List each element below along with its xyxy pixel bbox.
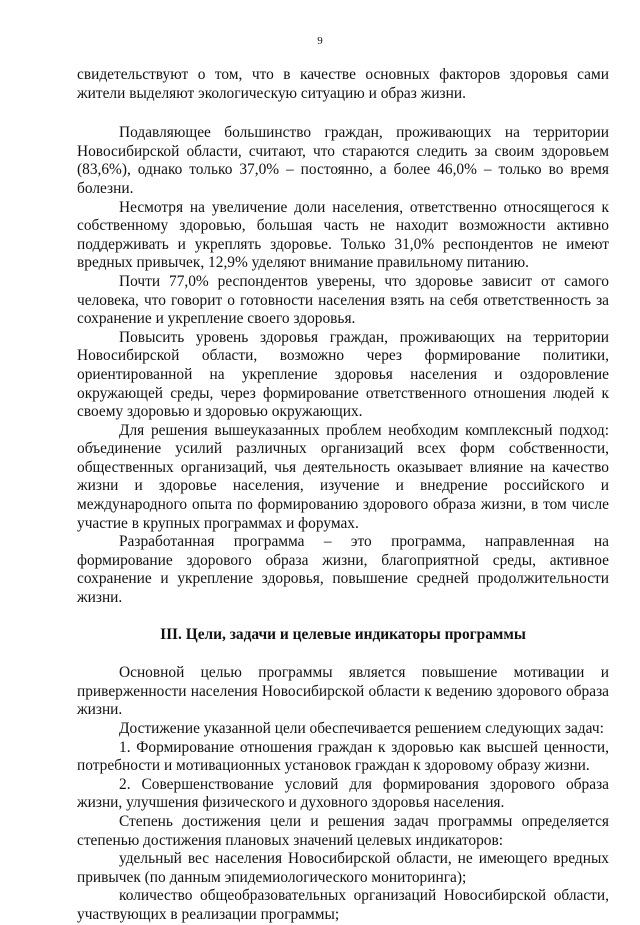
section-heading: III. Цели, задачи и целевые индикаторы программы: [160, 625, 526, 643]
indicator-item: количество общеобразовательных организаций Новосибирской области, участвующих в реализации программы;: [77, 887, 609, 923]
paragraph: Подавляющее большинство граждан, проживающих на территории Новосибирской области, считают, что стараются следить за своим здоровьем (83,6%), однако только 37,0% – постоянно, а более 46,0% – только во время болезни.: [77, 124, 609, 197]
paragraph: Достижение указанной цели обеспечивается решением следующих задач:: [119, 720, 604, 737]
paragraph: Разработанная программа – это программа, направленная на формирование здорового образа жизни, благоприятной среды, активное сохранение и укрепление здоровья, повышение средней продолжительности жизни.: [77, 533, 609, 607]
paragraph: Почти 77,0% респондентов уверены, что здоровье зависит от самого человека, что говорит о готовности населения взять на себя ответственность за сохранение и укрепление своего здоровья.: [77, 272, 609, 328]
indicator-item: удельный вес населения Новосибирской области, не имеющего вредных привычек (по данным эпидемиологического мониторинга);: [77, 850, 609, 886]
paragraph: Повысить уровень здоровья граждан, проживающих на территории Новосибирской области, возможно через формирование политики, ориентированной на укрепление здоровья населения и оздоровление окружающей среды, через формирование ответственного отношения людей к своему здоровью и здоровью окружающих.: [77, 328, 609, 421]
paragraph-continuation: свидетельствуют о том, что в качестве основных факторов здоровья сами жители выделяют экологическую ситуацию и образ жизни.: [77, 66, 609, 102]
paragraph: Степень достижения цели и решения задач программы определяется степенью достижения плановых значений целевых индикаторов:: [77, 812, 609, 849]
task-item-2: 2. Совершенствование условий для формирования здорового образа жизни, улучшения физического и духовного здоровья населения.: [77, 775, 609, 812]
paragraph: Для решения вышеуказанных проблем необходим комплексный подход: объединение усилий различных организаций всех форм собственности, общественных организаций, чья деятельность оказывает влияние на качество жизни и здоровье населения, изучение и внедрение российского и международного опыта по формированию здорового образа жизни, в том числе участие в крупных программах и форумах.: [77, 421, 609, 532]
page-number: 9: [317, 35, 323, 47]
document-body: [77, 66, 609, 925]
task-item-1: 1. Формирование отношения граждан к здоровью как высшей ценности, потребности и мотивационных установок граждан к здоровому образу жизни.: [77, 738, 609, 775]
paragraph: Несмотря на увеличение доли населения, ответственно относящегося к собственному здоровью, большая часть не находит возможности активно поддерживать и укреплять здоровье. Только 31,0% респондентов не имеют вредных привычек, 12,9% уделяют внимание правильному питанию.: [77, 198, 609, 272]
paragraph: Основной целью программы является повышение мотивации и приверженности населения Новосибирской области к ведению здорового образа жизни.: [77, 664, 609, 719]
